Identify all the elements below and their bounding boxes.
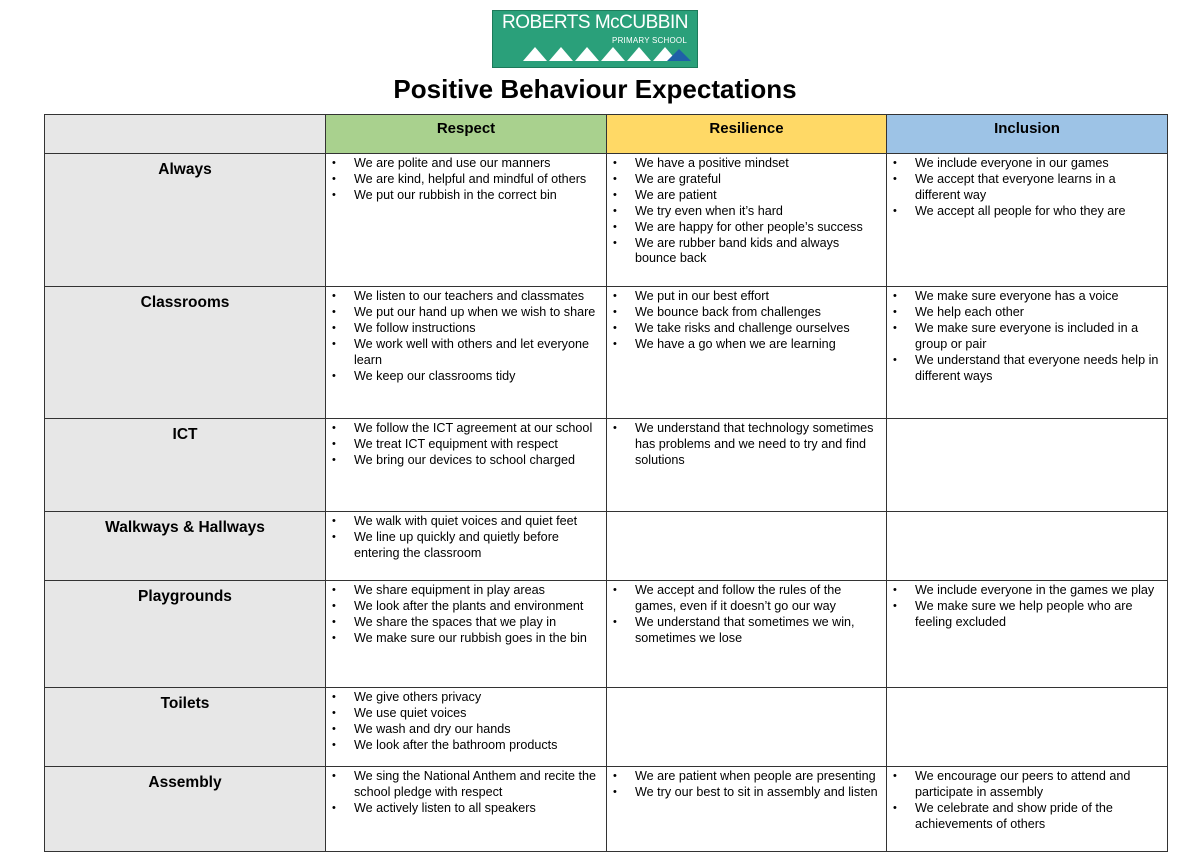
expectation-list: [607, 767, 886, 802]
table-row: [45, 767, 1168, 852]
column-header-inclusion: Inclusion: [887, 115, 1168, 154]
list-item: • We try our best to sit in assembly and listen: [611, 785, 882, 801]
list-item: • We accept and follow the rules of the games, even if it doesn’t go our way: [611, 583, 882, 615]
expectation-list: [887, 581, 1167, 632]
cell-respect: [326, 512, 607, 581]
cell-respect: [326, 767, 607, 852]
school-logo: [492, 10, 698, 68]
table-row: [45, 688, 1168, 767]
list-item: • We understand that everyone needs help in different ways: [891, 353, 1163, 385]
logo-school-name: ROBERTS McCUBBIN: [502, 12, 688, 33]
table-row: [45, 419, 1168, 512]
cell-respect: [326, 154, 607, 287]
expectation-list: [887, 688, 1167, 691]
corner-cell: [45, 115, 326, 154]
list-item: • We are happy for other people’s success: [611, 220, 882, 236]
area-label: Toilets: [45, 688, 326, 767]
cell-resilience: [607, 419, 887, 512]
cell-resilience: [607, 154, 887, 287]
list-item: • We understand that sometimes we win, sometimes we lose: [611, 615, 882, 647]
list-item: • We look after the plants and environment: [330, 599, 602, 615]
list-item: • We treat ICT equipment with respect: [330, 437, 602, 453]
list-item: • We walk with quiet voices and quiet feet: [330, 514, 602, 530]
list-item: • We follow the ICT agreement at our school: [330, 421, 602, 437]
expectation-list: [887, 419, 1167, 422]
cell-respect: [326, 419, 607, 512]
expectation-list: [326, 287, 606, 385]
list-item: • We help each other: [891, 305, 1163, 321]
expectation-list: [607, 287, 886, 354]
list-item: • We use quiet voices: [330, 706, 602, 722]
list-item: • We make sure we help people who are feeling excluded: [891, 599, 1163, 631]
area-label: Classrooms: [45, 287, 326, 419]
list-item: • We are polite and use our manners: [330, 156, 602, 172]
cell-inclusion: [887, 767, 1168, 852]
cell-resilience: [607, 767, 887, 852]
table-row: [45, 287, 1168, 419]
expectation-list: [326, 688, 606, 755]
list-item: • We have a positive mindset: [611, 156, 882, 172]
cell-respect: [326, 581, 607, 688]
cell-resilience: [607, 581, 887, 688]
area-label: Playgrounds: [45, 581, 326, 688]
expectation-list: [607, 581, 886, 648]
list-item: • We actively listen to all speakers: [330, 801, 602, 817]
list-item: • We try even when it’s hard: [611, 204, 882, 220]
list-item: • We put in our best effort: [611, 289, 882, 305]
list-item: • We make sure our rubbish goes in the bin: [330, 631, 602, 647]
list-item: • We encourage our peers to attend and participate in assembly: [891, 769, 1163, 801]
logo-triangles-icon: [493, 11, 699, 69]
header-row: [45, 115, 1168, 154]
expectation-list: [887, 154, 1167, 221]
logo-school-subtitle: PRIMARY SCHOOL: [612, 36, 687, 45]
cell-inclusion: [887, 419, 1168, 512]
list-item: • We share the spaces that we play in: [330, 615, 602, 631]
area-label: Assembly: [45, 767, 326, 852]
expectation-list: [326, 767, 606, 818]
list-item: • We share equipment in play areas: [330, 583, 602, 599]
list-item: • We make sure everyone has a voice: [891, 289, 1163, 305]
list-item: • We put our rubbish in the correct bin: [330, 188, 602, 204]
list-item: • We work well with others and let everyone learn: [330, 337, 602, 369]
cell-resilience: [607, 287, 887, 419]
list-item: • We sing the National Anthem and recite the school pledge with respect: [330, 769, 602, 801]
behaviour-matrix: [44, 114, 1168, 852]
cell-inclusion: [887, 581, 1168, 688]
list-item: • We look after the bathroom products: [330, 738, 602, 754]
list-item: • We keep our classrooms tidy: [330, 369, 602, 385]
expectation-list: [887, 512, 1167, 515]
cell-resilience: [607, 512, 887, 581]
area-label: Always: [45, 154, 326, 287]
table-row: [45, 581, 1168, 688]
expectation-list: [326, 154, 606, 205]
list-item: • We understand that technology sometimes has problems and we need to try and find solutions: [611, 421, 882, 469]
list-item: • We are kind, helpful and mindful of others: [330, 172, 602, 188]
list-item: • We include everyone in our games: [891, 156, 1163, 172]
list-item: • We are grateful: [611, 172, 882, 188]
cell-respect: [326, 287, 607, 419]
cell-inclusion: [887, 154, 1168, 287]
column-header-respect: Respect: [326, 115, 607, 154]
cell-inclusion: [887, 512, 1168, 581]
cell-inclusion: [887, 287, 1168, 419]
page-title: Positive Behaviour Expectations: [393, 74, 797, 104]
list-item: • We take risks and challenge ourselves: [611, 321, 882, 337]
column-header-resilience: Resilience: [607, 115, 887, 154]
list-item: • We bounce back from challenges: [611, 305, 882, 321]
expectation-list: [607, 512, 886, 515]
list-item: • We accept all people for who they are: [891, 204, 1163, 220]
list-item: • We are rubber band kids and always bounce back: [611, 236, 882, 268]
cell-resilience: [607, 688, 887, 767]
expectation-list: [326, 581, 606, 648]
matrix-body: [45, 154, 1168, 852]
table-row: [45, 512, 1168, 581]
list-item: • We accept that everyone learns in a different way: [891, 172, 1163, 204]
list-item: • We give others privacy: [330, 690, 602, 706]
list-item: • We listen to our teachers and classmates: [330, 289, 602, 305]
list-item: • We bring our devices to school charged: [330, 453, 602, 469]
list-item: • We make sure everyone is included in a group or pair: [891, 321, 1163, 353]
expectation-list: [607, 154, 886, 268]
list-item: • We are patient when people are presenting: [611, 769, 882, 785]
cell-inclusion: [887, 688, 1168, 767]
expectation-list: [326, 419, 606, 470]
list-item: • We follow instructions: [330, 321, 602, 337]
list-item: • We include everyone in the games we play: [891, 583, 1163, 599]
cell-respect: [326, 688, 607, 767]
expectation-list: [887, 287, 1167, 385]
expectation-list: [607, 688, 886, 691]
list-item: • We put our hand up when we wish to share: [330, 305, 602, 321]
list-item: • We celebrate and show pride of the achievements of others: [891, 801, 1163, 833]
list-item: • We have a go when we are learning: [611, 337, 882, 353]
expectation-list: [887, 767, 1167, 834]
area-label: Walkways & Hallways: [45, 512, 326, 581]
expectation-list: [607, 419, 886, 470]
list-item: • We wash and dry our hands: [330, 722, 602, 738]
list-item: • We line up quickly and quietly before entering the classroom: [330, 530, 602, 562]
list-item: • We are patient: [611, 188, 882, 204]
expectation-list: [326, 512, 606, 563]
area-label: ICT: [45, 419, 326, 512]
table-row: [45, 154, 1168, 287]
